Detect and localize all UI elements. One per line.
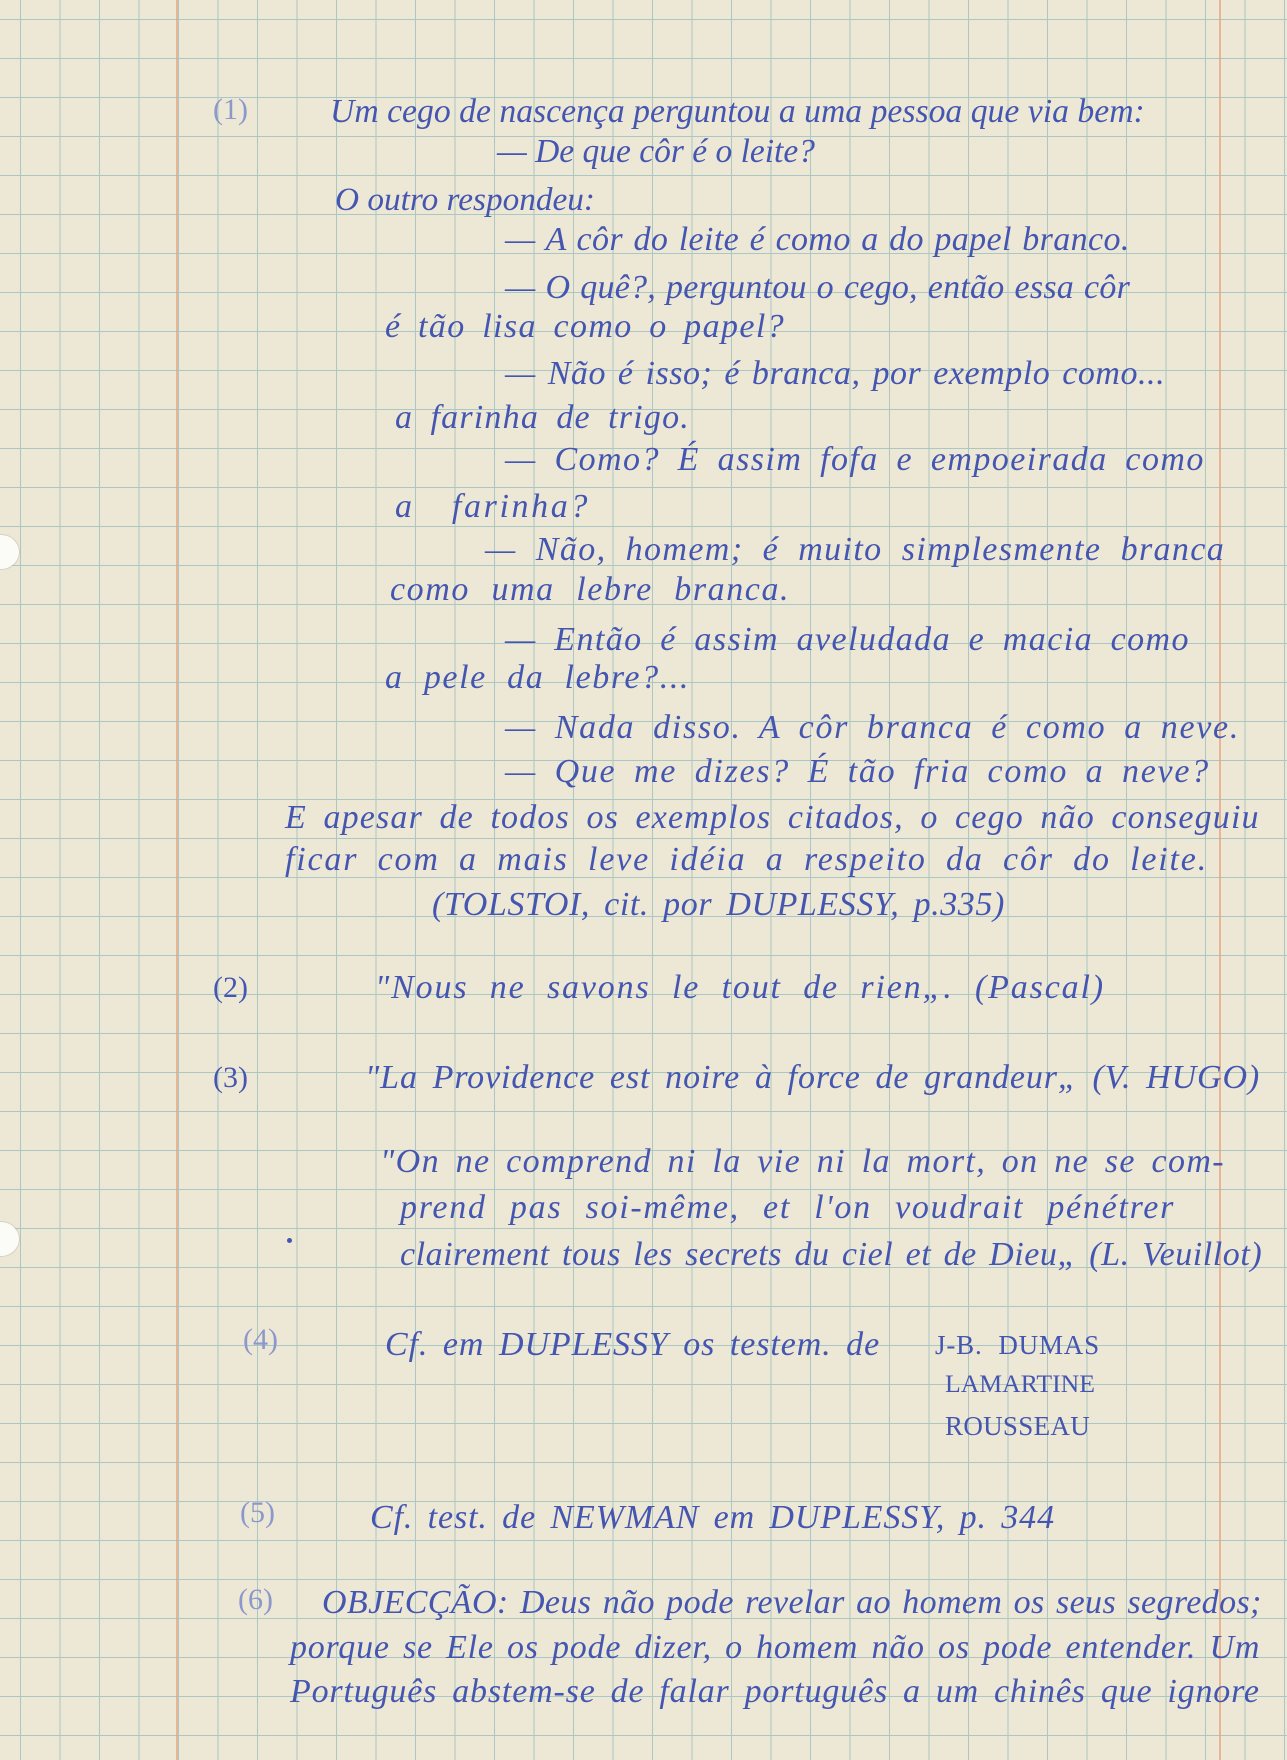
note-1-line-12: como uma lebre branca. <box>390 571 791 608</box>
note-1-line-5: — O quê?, perguntou o cego, então essa côr <box>505 269 1131 306</box>
note-3-number: (3) <box>213 1061 248 1094</box>
note-1-line-7: — Não é isso; é branca, por exemplo como... <box>505 355 1166 392</box>
note-1-line-8: a farinha de trigo. <box>395 399 690 436</box>
note-1-line-10: a farinha? <box>395 488 591 525</box>
note-1-line-18: ficar com a mais leve idéia a respeito da côr do leite. <box>285 841 1209 878</box>
note-4-name-dumas: J-B. DUMAS <box>935 1330 1100 1360</box>
note-1-line-4: — A côr do leite é como a do papel branco. <box>505 221 1130 258</box>
punch-hole <box>0 535 19 569</box>
note-1-line-6: é tão lisa como o papel? <box>385 308 786 345</box>
note-4-number: (4) <box>243 1323 278 1356</box>
ink-dot <box>287 1238 292 1243</box>
note-2-number: (2) <box>213 971 248 1004</box>
right-margin-line <box>1219 0 1221 1760</box>
note-5-number: (5) <box>240 1496 275 1529</box>
note-4-line-1: Cf. em DUPLESSY os testem. de <box>385 1326 881 1363</box>
note-4-name-rousseau: ROUSSEAU <box>945 1411 1091 1441</box>
left-margin-line <box>176 0 178 1760</box>
note-6-number: (6) <box>238 1583 273 1616</box>
note-1-line-3: O outro respondeu: <box>335 181 595 218</box>
note-1-line-16: — Que me dizes? É tão fria como a neve? <box>505 753 1210 790</box>
punch-hole <box>0 1222 19 1256</box>
note-1-line-9: — Como? É assim fofa e empoeirada como <box>505 441 1205 478</box>
note-3-line-4: clairement tous les secrets du ciel et de Dieu„ (L. Veuillot) <box>400 1236 1263 1273</box>
note-4-name-lamartine: LAMARTINE <box>945 1369 1095 1398</box>
note-3-line-1: "La Providence est noire à force de grandeur„ (V. HUGO) <box>365 1059 1261 1096</box>
note-1-line-14: a pele da lebre?... <box>385 659 691 696</box>
note-1-line-1: Um cego de nascença perguntou a uma pessoa que via bem: <box>330 93 1145 130</box>
note-3-line-3: prend pas soi-même, et l'on voudrait pénétrer <box>400 1189 1176 1226</box>
note-1-line-13: — Então é assim aveludada e macia como <box>505 621 1190 658</box>
note-1-line-17: E apesar de todos os exemplos citados, o cego não conseguiu <box>285 799 1260 836</box>
note-6-line-1: OBJECÇÃO: Deus não pode revelar ao homem os seus segredos; <box>322 1584 1262 1621</box>
note-6-line-3: Português abstem-se de falar português a um chinês que ignore <box>290 1673 1260 1710</box>
note-1-number: (1) <box>213 93 248 126</box>
note-1-line-11: — Não, homem; é muito simplesmente branca <box>485 531 1226 568</box>
note-1-line-2: — De que côr é o leite? <box>497 133 815 170</box>
note-1-line-15: — Nada disso. A côr branca é como a neve. <box>505 709 1241 746</box>
note-1-citation: (TOLSTOI, cit. por DUPLESSY, p.335) <box>432 886 1005 923</box>
note-2-line-1: "Nous ne savons le tout de rien„. (Pascal) <box>375 969 1105 1006</box>
note-5-line-1: Cf. test. de NEWMAN em DUPLESSY, p. 344 <box>370 1499 1055 1536</box>
note-6-line-2: porque se Ele os pode dizer, o homem não os pode entender. Um <box>290 1629 1261 1666</box>
note-3-line-2: "On ne comprend ni la vie ni la mort, on ne se com- <box>380 1143 1225 1180</box>
